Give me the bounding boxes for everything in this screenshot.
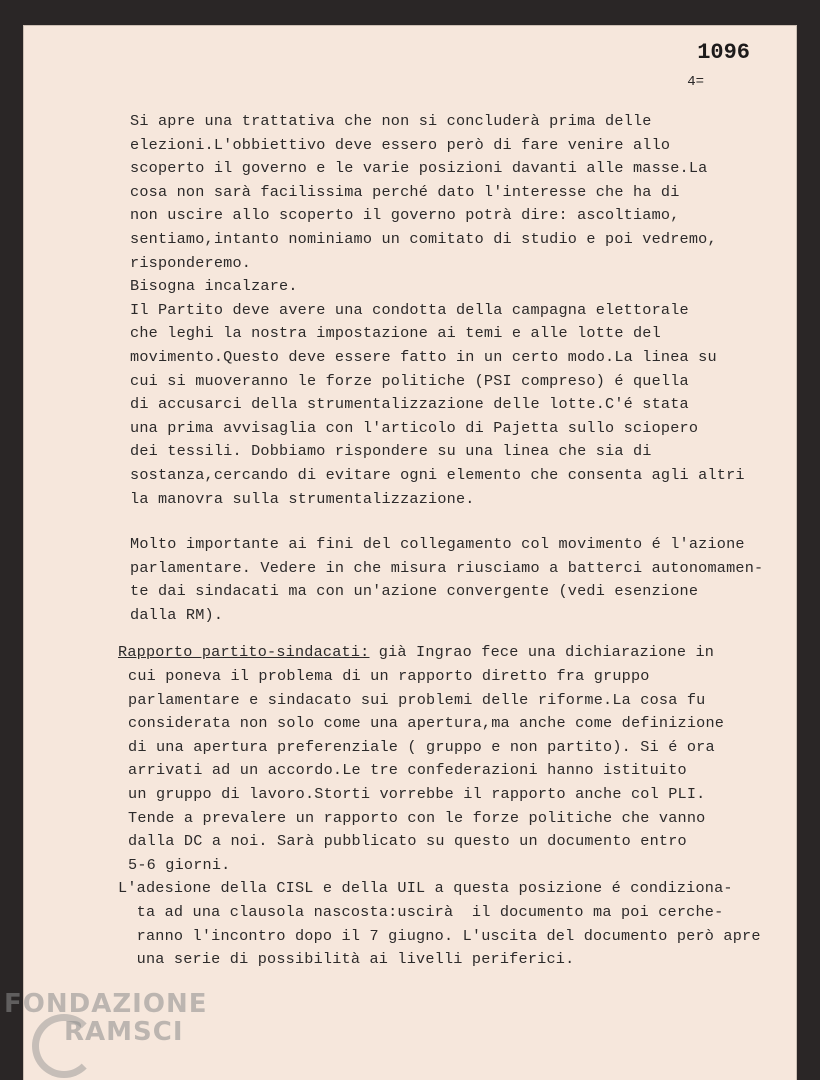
text-line: dalla RM).: [130, 605, 224, 624]
text-line: dalla DC a noi. Sarà pubblicato su questo un documento entro: [128, 832, 687, 851]
section-heading: Rapporto partito-sindacati:: [118, 643, 370, 662]
text-line: arrivati ad un accordo.Le tre confederazioni hanno istituito: [128, 761, 687, 780]
document-page: [24, 26, 796, 1080]
text-line: parlamentare e sindacato sui problemi delle riforme.La cosa fu: [128, 690, 706, 709]
text-line: la manovra sulla strumentalizzazione.: [130, 489, 475, 508]
text-line: una serie di possibilità ai livelli periferici.: [118, 950, 575, 969]
text-line: non uscire allo scoperto il governo potrà dire: ascoltiamo,: [130, 206, 680, 225]
paragraph-1: [130, 110, 780, 275]
text-line: ta ad una clausola nascosta:uscirà il documento ma poi cerche-: [118, 903, 724, 921]
text-line: considerata non solo come una apertura,ma anche come definizione: [128, 714, 725, 733]
text-line: risponderemo.: [130, 253, 252, 272]
text-line: Tende a prevalere un rapporto con le forze politiche che vanno: [128, 808, 706, 827]
typed-text-body: [118, 110, 780, 972]
text-line: Bisogna incalzare.: [130, 277, 298, 296]
text-line: 5-6 giorni.: [128, 855, 231, 874]
text-line: te dai sindacati ma con un'azione convergente (vedi esenzione: [130, 582, 699, 601]
text-line: elezioni.L'obbiettivo deve essero però di fare venire allo: [130, 135, 671, 154]
section-rapporto: [118, 641, 780, 877]
watermark-line-2: RAMSCI: [64, 1017, 184, 1047]
text-line: di una apertura preferenziale ( gruppo e non partito). Si é ora: [128, 737, 715, 756]
paragraph-4: [130, 533, 780, 627]
text-line: Si apre una trattativa che non si concluderà prima delle: [130, 112, 652, 130]
section-first-line: [118, 641, 780, 665]
text-line: che leghi la nostra impostazione ai temi e alle lotte del: [130, 324, 661, 343]
closing-paragraph: [118, 877, 780, 971]
paragraph-2: [130, 275, 780, 299]
paragraph-3: [130, 299, 780, 511]
text-line: un gruppo di lavoro.Storti vorrebbe il rapporto anche col PLI.: [128, 785, 706, 804]
text-line: una prima avvisaglia con l'articolo di Pajetta sullo sciopero: [130, 418, 699, 437]
text-line: L'adesione della CISL e della UIL a questa posizione é condiziona-: [118, 879, 733, 898]
text-line: parlamentare. Vedere in che misura riusciamo a batterci autonomamen-: [130, 558, 764, 577]
watermark: [4, 990, 207, 1046]
page-sub-number: 4=: [687, 74, 704, 90]
text-line: di accusarci della strumentalizzazione delle lotte.C'é stata: [130, 395, 689, 414]
paragraph-gap: [130, 627, 780, 641]
text-line: cui poneva il problema di un rapporto diretto fra gruppo: [128, 667, 650, 686]
text-line: Il Partito deve avere una condotta della campagna elettorale: [130, 300, 689, 319]
paragraph-gap: [130, 511, 780, 533]
text-line: sentiamo,intanto nominiamo un comitato di studio e poi vedremo,: [130, 229, 717, 248]
text-line: scoperto il governo e le varie posizioni davanti alle masse.La: [130, 159, 708, 178]
text-line: movimento.Questo deve essere fatto in un certo modo.La linea su: [130, 347, 717, 366]
text-line: cui si muoveranno le forze politiche (PSI compreso) é quella: [130, 371, 689, 390]
text-line: ranno l'incontro dopo il 7 giugno. L'uscita del documento però apre: [118, 926, 761, 945]
watermark-line-1: FONDAZIONE: [4, 989, 208, 1019]
text-line: Molto importante ai fini del collegamento col movimento é l'azione: [130, 535, 745, 554]
page-number: 1096: [697, 40, 750, 65]
section-first-line-rest: già Ingrao fece una dichiarazione in: [369, 643, 715, 662]
text-line: dei tessili. Dobbiamo rispondere su una linea che sia di: [130, 442, 652, 461]
text-line: sostanza,cercando di evitare ogni elemento che consenta agli altri: [130, 465, 745, 484]
text-line: cosa non sarà facilissima perché dato l'interesse che ha di: [130, 182, 680, 201]
